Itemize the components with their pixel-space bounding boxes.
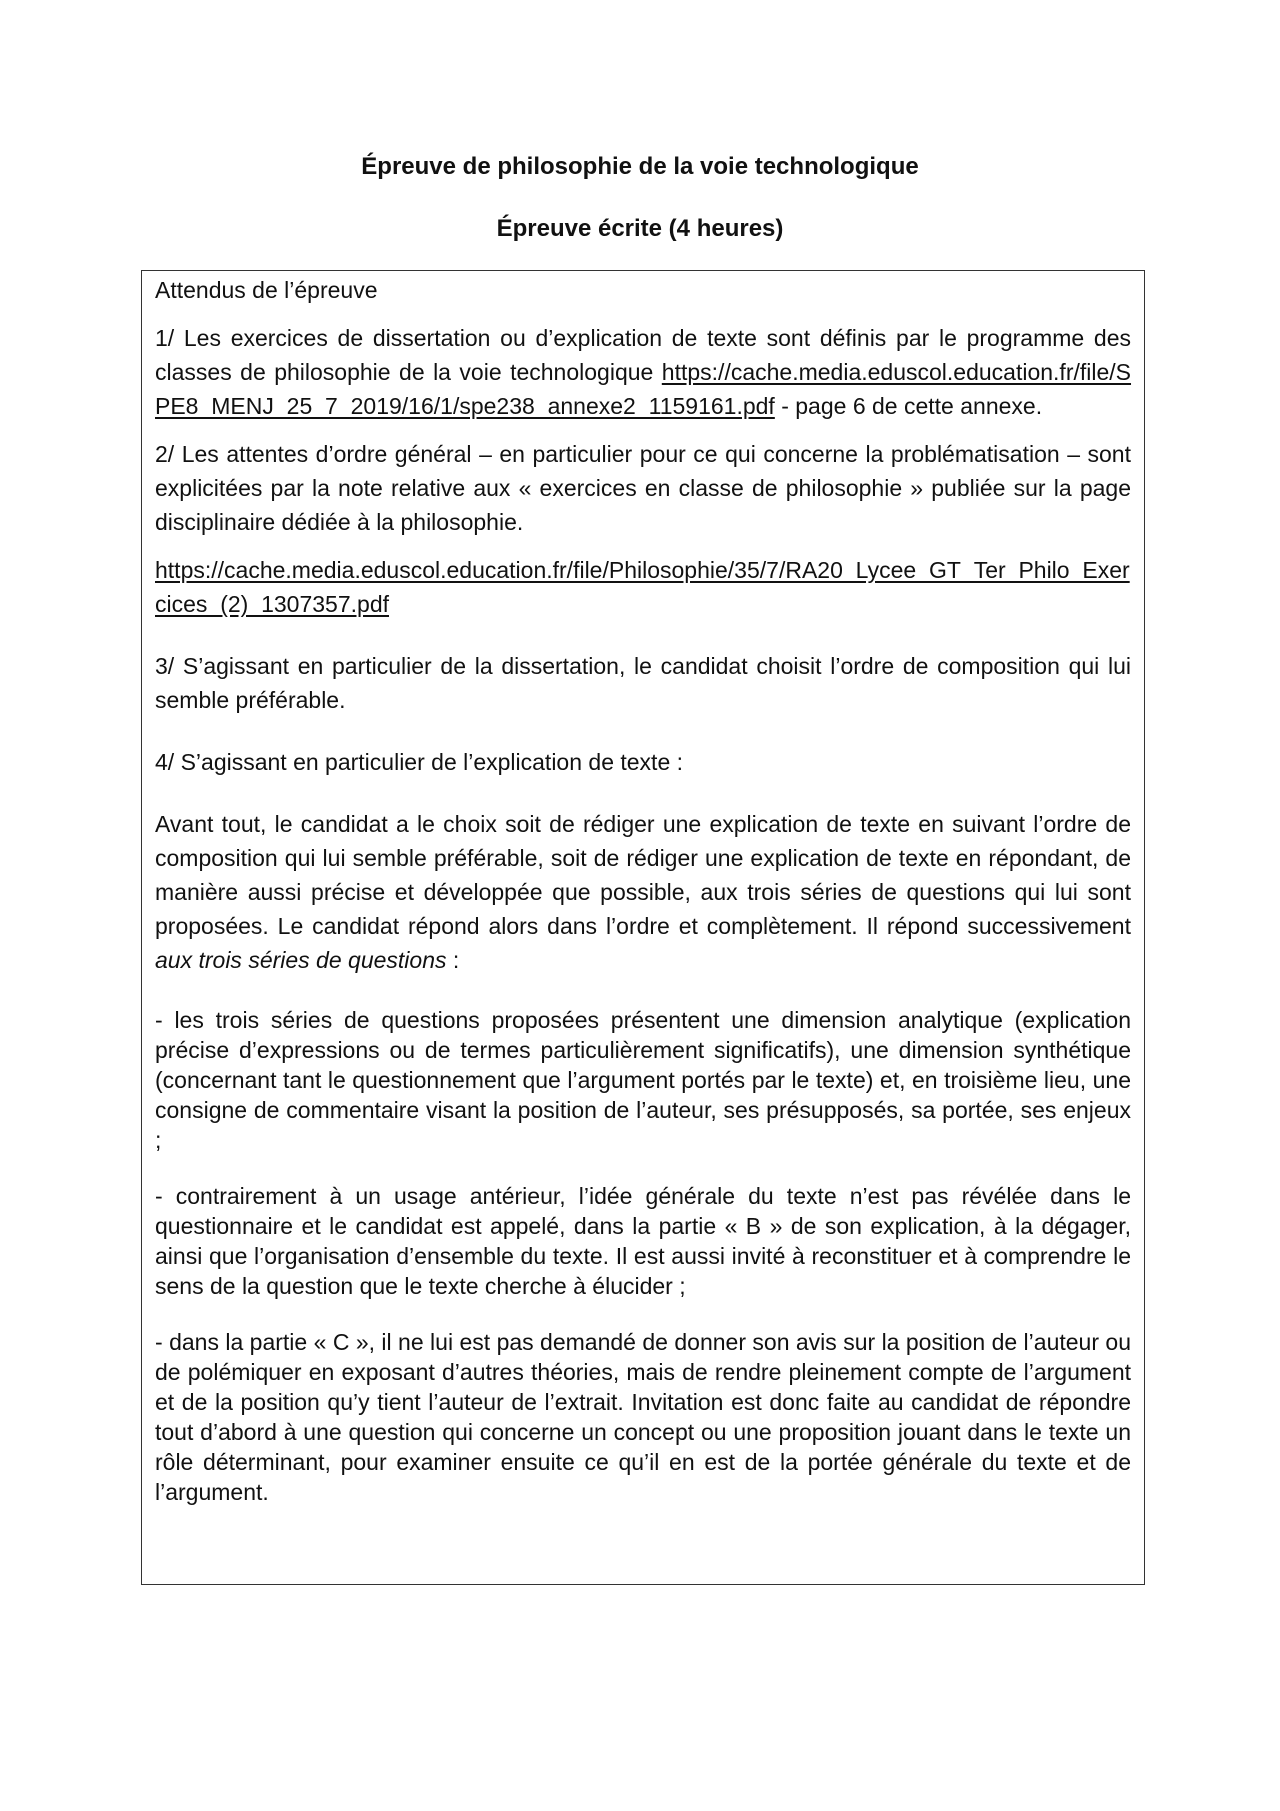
item-1-text: 1/ Les exercices de dissertation ou d’explication de texte sont définis par le programme des classes de philosophie de la voie technologique xyxy=(155,325,1131,385)
item-3: 3/ S’agissant en particulier de la dissertation, le candidat choisit l’ordre de composition qui lui semble préférable. xyxy=(155,653,1131,713)
item-1 xyxy=(155,321,1131,423)
item-2: 2/ Les attentes d’ordre général – en particulier pour ce qui concerne la problématisation – sont explicitées par la note relative aux « exercices en classe de philosophie » publiée sur la page disciplinaire dédiée à la philosophie. xyxy=(155,441,1131,535)
box-heading: Attendus de l’épreuve xyxy=(155,277,378,303)
programme-link[interactable]: https://cache.media.eduscol.education.fr/file/SPE8_MENJ_25_7_2019/16/1/spe238_annexe2_1159161.pdf xyxy=(155,359,1132,419)
item-4-paragraph-emphasis: aux trois séries de questions xyxy=(155,947,447,973)
bullet-analytic: - les trois séries de questions proposées présentent une dimension analytique (explication précise d’expressions ou de termes particulièrement significatifs), une dimension synthétique (concernant tant le questionnement que l’argument portés par le texte) et, en troisième lieu, une consigne de commentaire visant la position de l’auteur, ses présupposés, sa portée, ses enjeux ; xyxy=(155,1007,1131,1153)
bullet-general-idea: - contrairement à un usage antérieur, l’idée générale du texte n’est pas révélée dans le questionnaire et le candidat est appelé, dans la partie « B » de son explication, à la dégager, ainsi que l’organisation d’ensemble du texte. Il est aussi invité à reconstituer et à comprendre le sens de la question que le texte cherche à élucider ; xyxy=(155,1183,1131,1299)
page-title: Épreuve de philosophie de la voie technologique xyxy=(361,153,919,180)
item-4-intro: 4/ S’agissant en particulier de l’explication de texte : xyxy=(155,749,684,775)
item-4-paragraph xyxy=(155,807,1131,977)
item-4-paragraph-text: Avant tout, le candidat a le choix soit de rédiger une explication de texte en suivant l’ordre de composition qui lui semble préférable, soit de rédiger une explication de texte en répondant, de manière aussi précise et développée que possible, aux trois séries de questions qui lui sont proposées. Le candidat répond alors dans l’ordre et complètement. Il répond successivement xyxy=(155,811,1131,939)
exercices-link[interactable]: https://cache.media.eduscol.education.fr/file/Philosophie/35/7/RA20_Lycee_GT_Ter_Philo_Exercices_(2)_1307357.pdf xyxy=(155,557,1130,617)
expectations-box xyxy=(141,270,1145,1585)
bullet-part-c: - dans la partie « C », il ne lui est pas demandé de donner son avis sur la position de l’auteur ou de polémiquer en exposant d’autres théories, mais de rendre pleinement compte de l’argument et de la position qu’y tient l’auteur de l’extrait. Invitation est donc faite au candidat de répondre tout d’abord à une question qui concerne un concept ou une proposition jouant dans le texte un rôle déterminant, pour examiner ensuite ce qu’il en est de la portée générale du texte et de l’argument. xyxy=(155,1329,1131,1505)
item-4-paragraph-end: : xyxy=(446,947,460,973)
item-2-link-wrap xyxy=(155,553,1131,621)
item-1-suffix: - page 6 de cette annexe. xyxy=(774,393,1043,419)
page-subtitle: Épreuve écrite (4 heures) xyxy=(496,215,784,242)
